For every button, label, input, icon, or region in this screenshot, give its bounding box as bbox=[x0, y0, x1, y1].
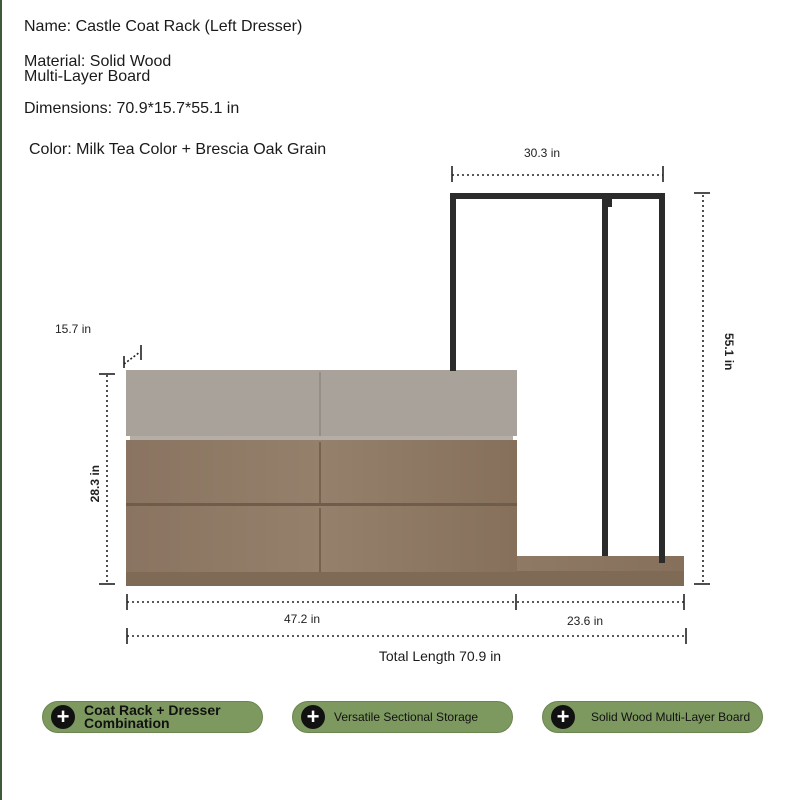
dresser-height-label: 28.3 in bbox=[88, 465, 102, 503]
feature-badge-coat-rack-dresser bbox=[42, 701, 263, 733]
product-name: Name: Castle Coat Rack (Left Dresser) bbox=[24, 18, 303, 35]
material-line-2: Multi-Layer Board bbox=[24, 68, 151, 85]
feature-label: Solid Wood Multi-Layer Board bbox=[591, 710, 751, 724]
plus-icon: + bbox=[551, 705, 575, 729]
rack-width-label: 30.3 in bbox=[524, 146, 561, 160]
total-length-label: Total Length 70.9 in bbox=[378, 648, 502, 664]
dresser-lower-drawers bbox=[126, 506, 517, 572]
feature-label-line-1: Coat Rack + Dresser bbox=[84, 702, 221, 718]
base-extension-label: 23.6 in bbox=[567, 614, 604, 628]
feature-label-line-2: Combination bbox=[84, 715, 170, 731]
total-height-label: 55.1 in bbox=[722, 333, 736, 371]
depth-label: 15.7 in bbox=[55, 322, 92, 336]
plus-icon: + bbox=[301, 705, 325, 729]
material-line-1: Material: Solid Wood bbox=[24, 53, 172, 70]
plus-icon: + bbox=[51, 705, 75, 729]
feature-badge-sectional-storage bbox=[292, 701, 513, 733]
dresser-top-drawers bbox=[126, 370, 517, 436]
dresser-width-label: 47.2 in bbox=[284, 612, 321, 626]
feature-label: Versatile Sectional Storage bbox=[334, 710, 479, 724]
product-color: Color: Milk Tea Color + Brescia Oak Grain bbox=[29, 141, 327, 158]
dresser-middle-drawers bbox=[126, 440, 517, 503]
product-dimensions: Dimensions: 70.9*15.7*55.1 in bbox=[24, 100, 240, 117]
feature-badge-solid-wood bbox=[542, 701, 763, 733]
